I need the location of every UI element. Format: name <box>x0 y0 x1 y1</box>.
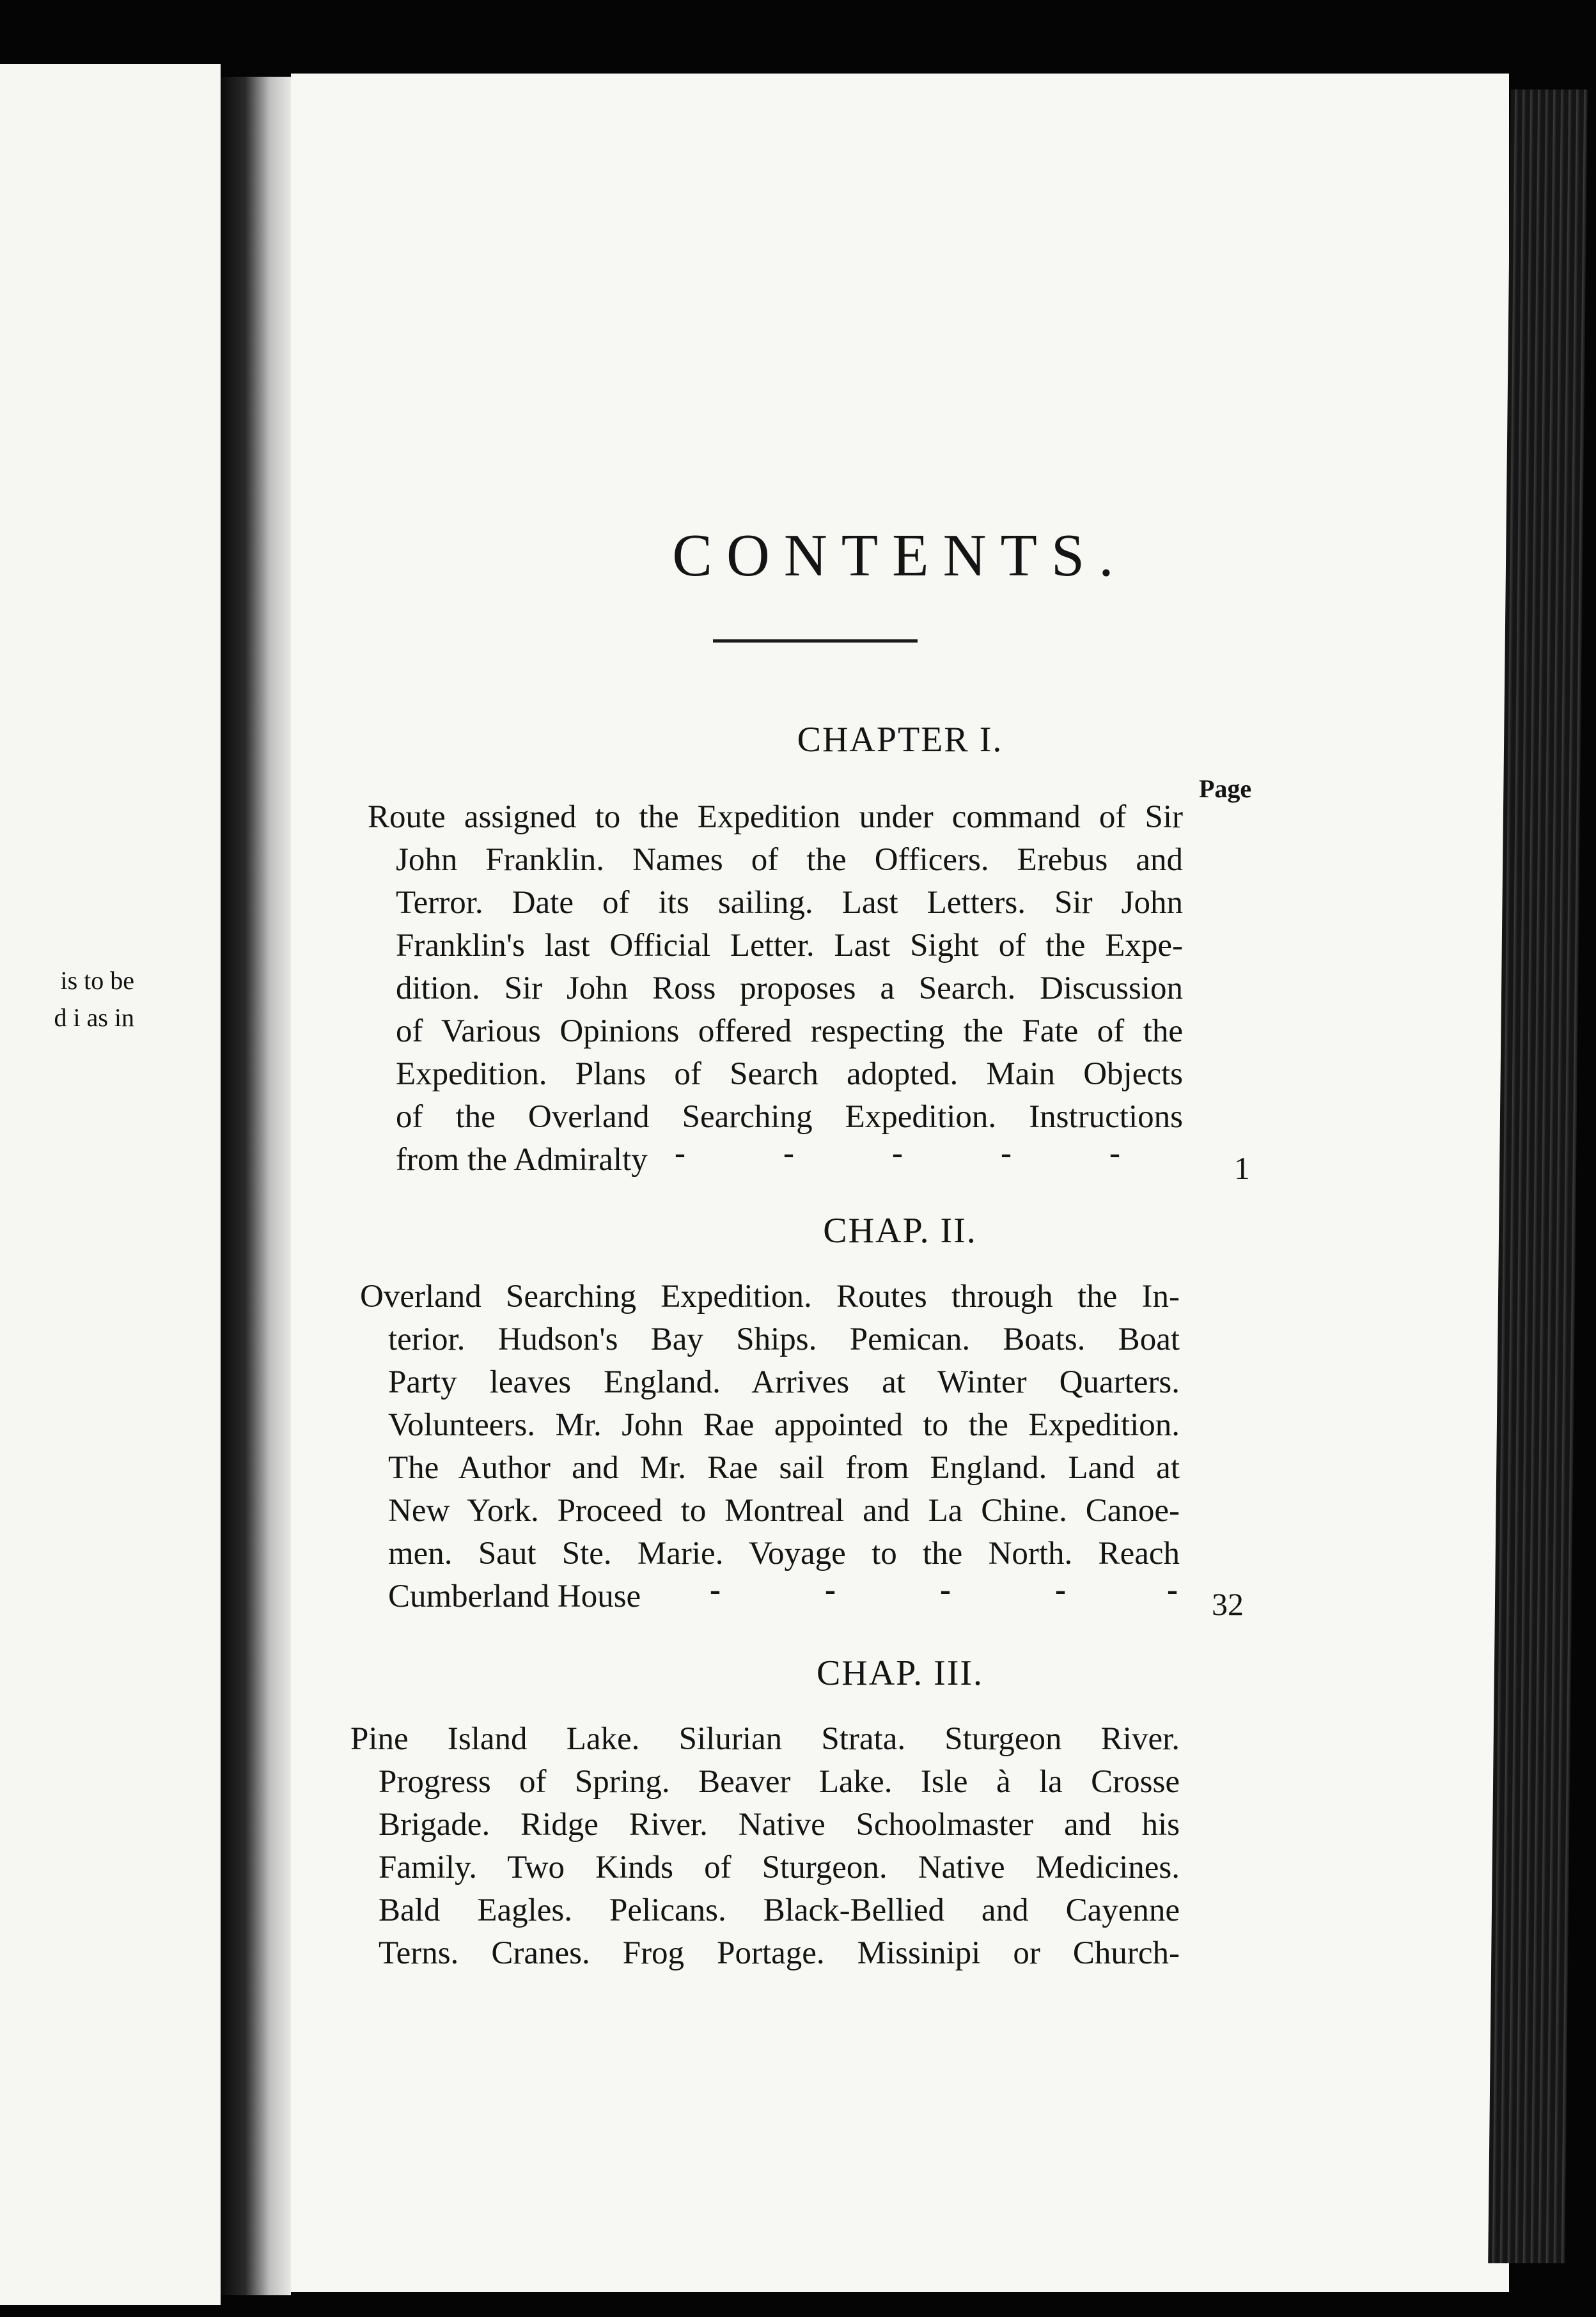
summary-line: Party leaves England. Arrives at Winter Quarters. <box>388 1364 1180 1400</box>
summary-line: terior. Hudson's Bay Ships. Pemican. Boats. Boat <box>388 1322 1180 1357</box>
page-number: 1 <box>1234 1150 1250 1186</box>
summary-line: The Author and Mr. Rae sail from England. Land at <box>388 1450 1180 1486</box>
summary-line: Pine Island Lake. Silurian Strata. Sturgeon River. <box>350 1721 1180 1757</box>
contents-page <box>291 74 1509 2292</box>
title-rule <box>713 639 918 643</box>
summary-line: Brigade. Ridge River. Native Schoolmaster and his <box>379 1807 1180 1843</box>
summary-line: dition. Sir John Ross proposes a Search. Discussion <box>396 971 1183 1006</box>
summary-line: Route assigned to the Expedition under command of Sir <box>368 799 1183 835</box>
summary-line: John Franklin. Names of the Officers. Erebus and <box>396 842 1183 878</box>
summary-line: Progress of Spring. Beaver Lake. Isle à la Crosse <box>379 1764 1180 1800</box>
chapter-summary <box>360 1276 1180 1618</box>
summary-line: Terror. Date of its sailing. Last Letters. Sir John <box>396 885 1183 921</box>
summary-line: Bald Eagles. Pelicans. Black-Bellied and Cayenne <box>379 1892 1180 1928</box>
dot-leaders: - - - - - <box>710 1572 1178 1608</box>
chapter-heading: CHAPTER I. <box>797 720 1003 760</box>
summary-line: Family. Two Kinds of Sturgeon. Native Medicines. <box>379 1850 1180 1885</box>
summary-line: Overland Searching Expedition. Routes through the In- <box>360 1279 1180 1315</box>
page-title: CONTENTS. <box>672 522 1128 589</box>
summary-line: of the Overland Searching Expedition. Instructions <box>396 1099 1183 1135</box>
summary-line: men. Saut Ste. Marie. Voyage to the North. Reach <box>388 1536 1180 1572</box>
chapter-summary <box>350 1718 1180 1975</box>
summary-line: of Various Opinions offered respecting the Fate of the <box>396 1013 1183 1049</box>
left-facing-page <box>0 64 221 2305</box>
chapter-heading: CHAP. III. <box>816 1653 984 1693</box>
left-page-fragment: is to be <box>60 966 134 995</box>
page-number: 32 <box>1212 1586 1244 1622</box>
summary-line: New York. Proceed to Montreal and La Chine. Canoe- <box>388 1493 1180 1529</box>
summary-line: Franklin's last Official Letter. Last Sight of the Expe- <box>396 928 1183 963</box>
left-page-fragment: d i as in <box>54 1003 134 1032</box>
dot-leaders: - - - - - <box>675 1135 1120 1171</box>
chapter-heading: CHAP. II. <box>823 1211 977 1251</box>
summary-line: Terns. Cranes. Frog Portage. Missinipi or Church- <box>379 1935 1180 1971</box>
summary-line: Expedition. Plans of Search adopted. Main Objects <box>396 1056 1183 1092</box>
book-gutter <box>221 77 291 2295</box>
chapter-summary <box>368 796 1183 1182</box>
summary-line: Volunteers. Mr. John Rae appointed to the Expedition. <box>388 1407 1180 1443</box>
page-column-label: Page <box>1199 774 1252 803</box>
summary-line: Cumberland House <box>388 1579 641 1614</box>
summary-line: from the Admiralty <box>396 1142 648 1178</box>
